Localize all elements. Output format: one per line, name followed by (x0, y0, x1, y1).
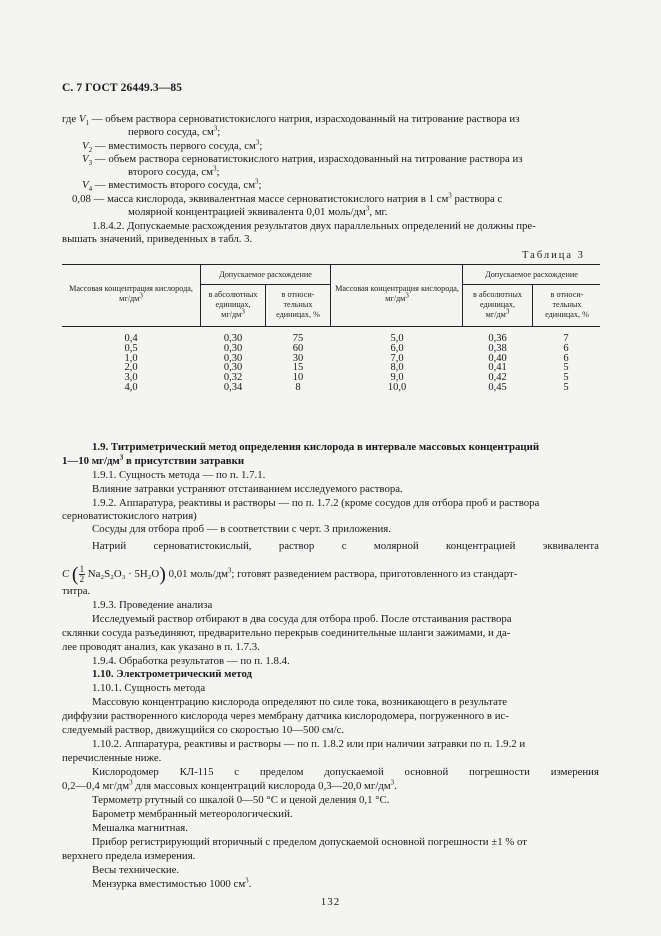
paragraph-1101: 1.10.1. Сущность метода (92, 682, 206, 694)
col-right-rel: 7 6 6 5 5 5 (563, 333, 569, 393)
paragraph-1842: 1.8.4.2. Допускаемые расхождения результатов двух параллельных определений не должны пре- (92, 220, 536, 232)
paragraph-1102: 1.10.2. Аппаратура, реактивы и растворы — по п. 1.8.2 или при наличии затравки по п. 1.9.2 и (92, 738, 526, 750)
section-110-title: 1.10. Электрометрический метод (92, 668, 253, 680)
paragraph-1102-cont: перечисленные ниже. (62, 752, 162, 764)
definition-008: 0,08 — масса кислорода, эквивалентная массе серноватистокислого натрия в 1 $см^3$ раствора с (72, 191, 503, 205)
col-left-abs: 0,30 0,30 0,30 0,30 0,32 0,34 (223, 333, 243, 393)
paragraph-barometer: Барометр мембранный метеорологический. (92, 808, 293, 820)
header-abs-right: в абсолютных единицах, $мг/дм^3$ (473, 290, 522, 319)
header-group-left: Допускаемое расхождение (219, 270, 312, 279)
definition-v3: $V_3$ — объем раствора серноватистокислого натрия, израсходованный на титрование раствора из (82, 153, 523, 168)
section-19-title: 1.9. Титриметрический метод определения кислорода в интервале массовых концентраций (92, 441, 540, 453)
page-header: С. 7 ГОСТ 26449.3—85 (62, 82, 183, 94)
definition-008-cont: молярной концентрацией эквивалента 0,01 моль/$дм^3$, мг. (128, 204, 388, 218)
paragraph-analysis-l2: склянки сосуда разъединяют, предварительно перекрыв соединительные шланги зажимами, и да- (62, 627, 511, 639)
header-group-right: Допускаемое расхождение (485, 270, 578, 279)
header-concentration-right: Массовая концентрация кислорода, $мг/дм^3$ (335, 284, 459, 303)
paragraph-1842-cont: вышать значений, приведенных в табл. 3. (62, 233, 253, 245)
col-left-conc: 0,4 0,5 1,0 2,0 3,0 4,0 (124, 333, 138, 393)
section-19-title-cont: 1—10 $мг/дм^3$ в присутствии затравки (62, 453, 245, 467)
table-3 (62, 264, 600, 404)
paragraph-principle-l2: диффузии растворенного кислорода через мембрану датчика кислородомера, погруженного в ис- (62, 710, 509, 722)
paragraph-analysis-l1: Исследуемый раствор отбирают в два сосуда для отбора проб. После отстаивания раствора (92, 613, 512, 625)
paragraph-192-cont: серноватистокислого натрия) (62, 510, 197, 522)
col-right-abs: 0,36 0,38 0,40 0,41 0,42 0,45 (488, 333, 507, 393)
definition-v4: $V_4$ — вместимость второго сосуда, $см^3$; (82, 177, 262, 194)
paragraph-scales: Весы технические. (92, 864, 180, 876)
paragraph-principle-l1: Массовую концентрацию кислорода определяют по силе тока, возникающего в результате (92, 696, 508, 708)
header-rel-right: в относи- тельных единицах, % (545, 290, 589, 319)
definition-v1: где $V_1$ — объем раствора серноватистокислого натрия, израсходованный на титрование раствора из (62, 113, 520, 128)
header-abs-left: в абсолютных единицах, $мг/дм^3$ (208, 290, 258, 319)
paragraph-stirrer: Мешалка магнитная. (92, 822, 188, 834)
paragraph-beaker: Мензурка вместимостью 1000 $см^3$. (92, 876, 252, 890)
paragraph-recorder-l2: верхнего предела измерения. (62, 850, 196, 862)
col-right-conc: 5,0 6,0 7,0 8,0 9,0 10,0 (387, 333, 407, 393)
definition-v2: $V_2$ — вместимость первого сосуда, $см^3$; (82, 138, 263, 155)
formula-line: C ( $\frac{1}{2}$ Na₂S₂O₃ · 5H₂O) 0,01 моль/$дм^3$; готовят разведением раствора, приготовленного из стандарт- (62, 563, 518, 586)
paragraph-oxygen-meter-cont: 0,2—0,4 $мг/дм^3$ для массовых концентраций кислорода 0,3—20,0 $мг/дм^3$. (62, 778, 397, 792)
paragraph-oxygen-meter: Кислородомер КЛ-115 с пределом допускаемой основной погрешности измерения (92, 766, 599, 778)
paragraph-recorder-l1: Прибор регистрирующий вторичный с пределом допускаемой основной погрешности ±1 % от (92, 836, 527, 848)
table-title: Таблица 3 (522, 250, 585, 261)
paragraph-analysis-l3: лее проводят анализ, как указано в п. 1.7.3. (62, 641, 260, 653)
paragraph-principle-l3: следуемый раствор, движущийся со скоростью 10—500 см/с. (62, 724, 345, 736)
paragraph-titr: титра. (62, 585, 91, 597)
formula-fraction: $\frac{1}{2}$ (79, 564, 85, 585)
definition-v3-cont: второго сосуда, $см^3$; (128, 164, 220, 178)
definition-v1-cont: первого сосуда, $см^3$; (128, 124, 221, 138)
paragraph-vessels: Сосуды для отбора проб — в соответствии с черт. 3 приложения. (92, 523, 391, 535)
paragraph-seed-influence: Влияние затравки устраняют отстаиванием исследуемого раствора. (92, 483, 403, 495)
paragraph-sodium-thiosulfate: Натрий серноватистокислый, раствор с молярной концентрацией эквивалента (92, 540, 599, 552)
paragraph-193: 1.9.3. Проведение анализа (92, 599, 213, 611)
header-rel-left: в относи- тельных единицах, % (276, 290, 320, 319)
header-concentration-left: Массовая концентрация кислорода, $мг/дм^3$ (69, 284, 193, 303)
page-number: 132 (320, 896, 341, 908)
paragraph-191: 1.9.1. Сущность метода — по п. 1.7.1. (92, 469, 266, 481)
paragraph-194: 1.9.4. Обработка результатов — по п. 1.8.4. (92, 655, 290, 667)
paragraph-192: 1.9.2. Аппаратура, реактивы и растворы — по п. 1.7.2 (кроме сосудов для отбора проб и раствора (92, 497, 540, 509)
paragraph-thermometer: Термометр ртутный со шкалой 0—50 °С и ценой деления 0,1 °С. (92, 794, 390, 806)
col-left-rel: 75 60 30 15 10 8 (292, 333, 304, 393)
